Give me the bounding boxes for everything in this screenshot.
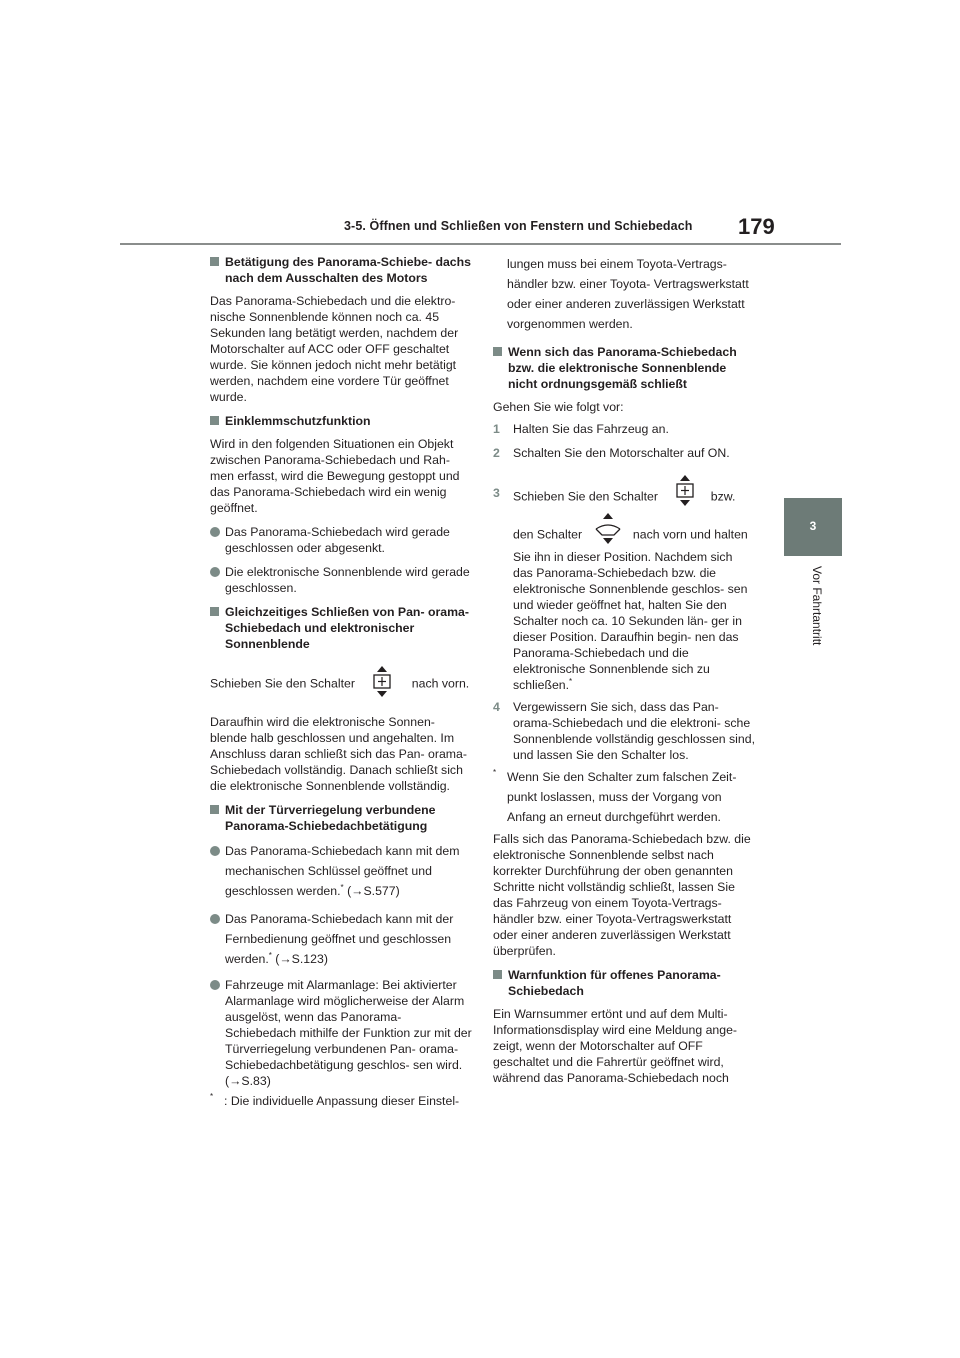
footnote: * Wenn Sie den Schalter zum falschen Zeit- punkt loslassen, muss der Vorgang von Anfang an erneut durchgeführt werden. xyxy=(493,768,737,824)
list-item: Das Panorama-Schiebedach wird gerade geschlossen oder abgesenkt. xyxy=(210,524,472,556)
paragraph: Ein Warnsummer ertönt und auf dem Multi- Informationsdisplay wird eine Meldung ange- zeigt, wenn der Motorschalter auf OFF geschaltet und die Fahrertür geöffnet wird, während das Panorama-Schiebedach noch xyxy=(493,1007,738,1085)
round-bullet-icon xyxy=(210,914,220,924)
paragraph: Falls sich das Panorama-Schiebedach bzw. die elektronische Sonnenblende selbst nach korrekter Durchführung der oben genannten Schritte nicht vollständig schließt, lassen Sie das Fahrzeug von einem Toyota-Vertrags- händler bzw. einer Toyota-Vertragswerkstatt oder einer anderen zuverlässigen Werkstatt überprüfen. xyxy=(493,832,751,958)
section-heading: Betätigung des Panorama-Schiebe- dachs nach dem Ausschalten des Motors xyxy=(210,254,472,286)
section-heading: Warnfunktion für offenes Panorama- Schiebedach xyxy=(493,967,755,999)
square-bullet-icon xyxy=(210,416,219,425)
section-heading: Wenn sich das Panorama-Schiebedach bzw. die elektronische Sonnenblende nicht ordnungsgemäß schließt xyxy=(493,344,755,392)
list-item: Fahrzeuge mit Alarmanlage: Bei aktivierter Alarmanlage wird möglicherweise der Alarm ausgelöst, wenn das Panorama- Schiebedach mithilfe der Funktion zur mit der Türverriegelung verbundenen Pan- orama-Schiebedachbetätigung geschlos- sen wird. (→S.83) xyxy=(210,977,472,1089)
sunroof-switch-icon xyxy=(372,666,392,702)
chapter-label: Vor Fahrtantritt xyxy=(810,566,824,646)
step-item: 1 Halten Sie das Fahrzeug an. xyxy=(493,422,669,436)
footnote: * : Die individuelle Anpassung dieser Einstel- xyxy=(210,1092,460,1108)
chapter-tab xyxy=(784,498,842,556)
section-heading: Einklemmschutzfunktion xyxy=(210,413,472,429)
step-item: 4 Vergewissern Sie sich, dass das Pan- orama-Schiebedach und die elektroni- sche Sonnenblende vollständig geschlossen sind, und lassen Sie den Schalter los. xyxy=(493,700,756,762)
square-bullet-icon xyxy=(210,607,219,616)
round-bullet-icon xyxy=(210,567,220,577)
paragraph: Das Panorama-Schiebedach und die elektro- nische Sonnenblende können noch ca. 45 Sekunden lang betätigt werden, nachdem der Motorschalter auf ACC oder OFF geschaltet wurde. Sie können jedoch nicht mehr betätigt werden, nachdem eine vordere Tür geöffnet wurde. xyxy=(210,294,459,404)
square-bullet-icon xyxy=(493,970,502,979)
paragraph: Gehen Sie wie folgt vor: xyxy=(493,400,624,414)
left-column xyxy=(210,254,472,1113)
right-column xyxy=(493,254,755,1094)
page-number: 179 xyxy=(738,214,775,239)
list-item: Die elektronische Sonnenblende wird gerade geschlossen. xyxy=(210,564,472,596)
chapter-number: 3 xyxy=(809,519,817,533)
square-bullet-icon xyxy=(493,347,502,356)
square-bullet-icon xyxy=(210,257,219,266)
paragraph: lungen muss bei einem Toyota-Vertrags- händler bzw. einer Toyota- Vertragswerkstatt oder einer anderen zuverlässigen Werkstatt vorgenommen werden. xyxy=(507,257,749,331)
round-bullet-icon xyxy=(210,527,220,537)
paragraph: Schieben Sie den Schalter nach vorn. xyxy=(210,666,472,702)
round-bullet-icon xyxy=(210,846,220,856)
section-heading: Mit der Türverriegelung verbundene Panorama-Schiebedachbetätigung xyxy=(210,802,472,834)
step-item: 2 Schalten Sie den Motorschalter auf ON. xyxy=(493,446,730,460)
paragraph: Daraufhin wird die elektronische Sonnen- blende halb geschlossen und angehalten. Im Anschluss daran schließt sich das Pan- orama-Schiebedach vollständig. Danach schließt sich die elektronische Sonnenblende vollständig. xyxy=(210,715,467,793)
section-heading: Gleichzeitiges Schließen von Pan- orama-Schiebedach und elektronischer Sonnenblende xyxy=(210,604,472,652)
list-item: Das Panorama-Schiebedach kann mit der Fernbedienung geöffnet und geschlossen werden.* (→S.123) xyxy=(210,909,472,969)
list-item: Das Panorama-Schiebedach kann mit dem mechanischen Schlüssel geöffnet und geschlossen werden.* (→S.577) xyxy=(210,841,472,901)
section-title: 3-5. Öffnen und Schließen von Fenstern und Schiebedach xyxy=(344,219,693,233)
header-rule xyxy=(120,243,841,245)
paragraph: Wird in den folgenden Situationen ein Objekt zwischen Panorama-Schiebedach und Rah- men erfasst, wird die Bewegung gestoppt und das Panorama-Schiebedach wird ein wenig geöffnet. xyxy=(210,437,460,515)
square-bullet-icon xyxy=(210,805,219,814)
round-bullet-icon xyxy=(210,980,220,990)
step-item: 3 Schieben Sie den Schalter bzw. den Schalter nach vorn und halten Sie ihn in dieser Position. Nachdem sich das Panorama-Schiebedach bzw. die elektronische Sonnenblende geschlos- sen und wieder geöffnet hat, halten Sie den Schalter noch ca. 10 Sekunden län- ger in dieser Position. Daraufhin begin- nen das Panorama-Schiebedach und die elektronische Sonnenblende sich zu schließen.* xyxy=(493,475,755,693)
